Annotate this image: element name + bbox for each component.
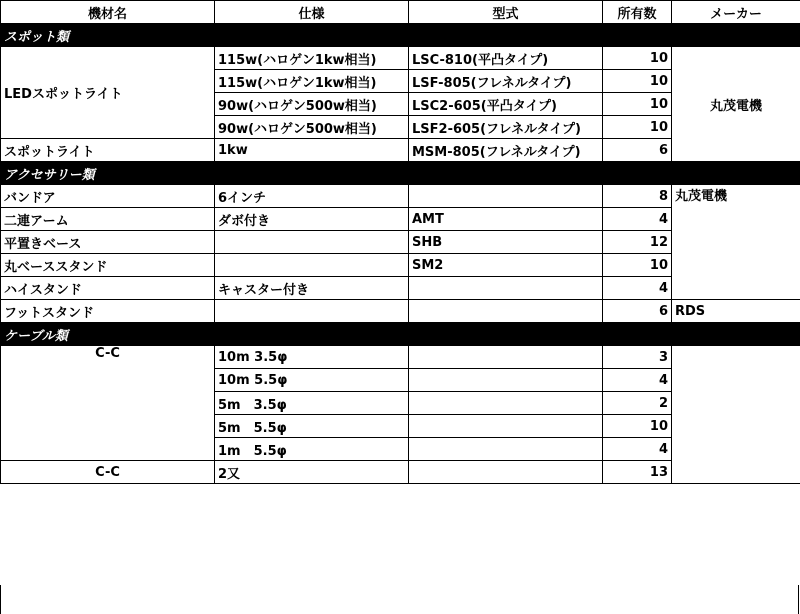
header-name: 機材名: [1, 1, 215, 24]
item-name: フットスタンド: [1, 300, 215, 323]
item-name: ハイスタンド: [1, 277, 215, 300]
section-row: [1, 323, 800, 346]
item-spec: 1kw: [215, 139, 409, 162]
blank-footer-area: [0, 585, 799, 614]
maker-cell: 丸茂電機: [672, 47, 800, 162]
item-qty: 10: [603, 47, 672, 70]
item-name: 二連アーム: [1, 208, 215, 231]
item-model: SHB: [409, 231, 603, 254]
header-maker: メーカー: [672, 1, 800, 24]
item-spec: 1m 5.5φ: [215, 438, 409, 461]
item-model: SM2: [409, 254, 603, 277]
item-model: LSF2-605(フレネルタイプ): [409, 116, 603, 139]
table-row: [1, 185, 800, 208]
item-name: C-C: [1, 346, 215, 461]
item-model: LSF-805(フレネルタイプ): [409, 70, 603, 93]
item-name: C-C: [1, 461, 215, 484]
item-name: LEDスポットライト: [1, 47, 215, 139]
item-spec: [215, 231, 409, 254]
item-spec: 90w(ハロゲン500w相当): [215, 116, 409, 139]
item-spec: 5m 5.5φ: [215, 415, 409, 438]
item-spec: [215, 300, 409, 323]
item-qty: 13: [603, 461, 672, 484]
item-model: [409, 300, 603, 323]
item-qty: 4: [603, 438, 672, 461]
item-qty: 4: [603, 369, 672, 392]
maker-cell-empty: [672, 346, 800, 484]
item-model: [409, 369, 603, 392]
item-model: [409, 185, 603, 208]
item-spec: 115w(ハロゲン1kw相当): [215, 70, 409, 93]
item-qty: 6: [603, 300, 672, 323]
item-qty: 4: [603, 208, 672, 231]
item-qty: 4: [603, 277, 672, 300]
item-qty: 10: [603, 70, 672, 93]
item-qty: 10: [603, 93, 672, 116]
item-spec: ダボ付き: [215, 208, 409, 231]
item-spec: [215, 254, 409, 277]
item-spec: 6インチ: [215, 185, 409, 208]
section-title: スポット類: [1, 24, 800, 47]
header-spec: 仕様: [215, 1, 409, 24]
item-qty: 10: [603, 415, 672, 438]
item-qty: 12: [603, 231, 672, 254]
item-model: [409, 461, 603, 484]
item-name: 丸ベーススタンド: [1, 254, 215, 277]
item-spec: 10m 5.5φ: [215, 369, 409, 392]
item-model: [409, 277, 603, 300]
item-qty: 3: [603, 346, 672, 369]
header-model: 型式: [409, 1, 603, 24]
section-title: ケーブル類: [1, 323, 800, 346]
item-model: AMT: [409, 208, 603, 231]
section-title: アクセサリー類: [1, 162, 800, 185]
item-spec: 10m 3.5φ: [215, 346, 409, 369]
section-row: [1, 162, 800, 185]
item-model: LSC2-605(平凸タイプ): [409, 93, 603, 116]
item-spec: 90w(ハロゲン500w相当): [215, 93, 409, 116]
item-spec: キャスター付き: [215, 277, 409, 300]
item-model: [409, 346, 603, 369]
section-row: [1, 24, 800, 47]
item-qty: 2: [603, 392, 672, 415]
maker-cell: RDS: [672, 300, 800, 323]
item-spec: 5m 3.5φ: [215, 392, 409, 415]
table-row: [1, 300, 800, 323]
item-model: MSM-805(フレネルタイプ): [409, 139, 603, 162]
table-body: [1, 24, 800, 484]
maker-cell: 丸茂電機: [672, 185, 800, 300]
header-row: [1, 1, 800, 24]
table-row: [1, 346, 800, 369]
item-name: 平置きベース: [1, 231, 215, 254]
table-row: [1, 47, 800, 70]
item-spec: 2又: [215, 461, 409, 484]
item-name: スポットライト: [1, 139, 215, 162]
item-qty: 10: [603, 116, 672, 139]
item-name: バンドア: [1, 185, 215, 208]
item-model: [409, 392, 603, 415]
item-model: LSC-810(平凸タイプ): [409, 47, 603, 70]
item-model: [409, 438, 603, 461]
header-qty: 所有数: [603, 1, 672, 24]
item-model: [409, 415, 603, 438]
item-spec: 115w(ハロゲン1kw相当): [215, 47, 409, 70]
item-qty: 6: [603, 139, 672, 162]
item-qty: 10: [603, 254, 672, 277]
item-qty: 8: [603, 185, 672, 208]
